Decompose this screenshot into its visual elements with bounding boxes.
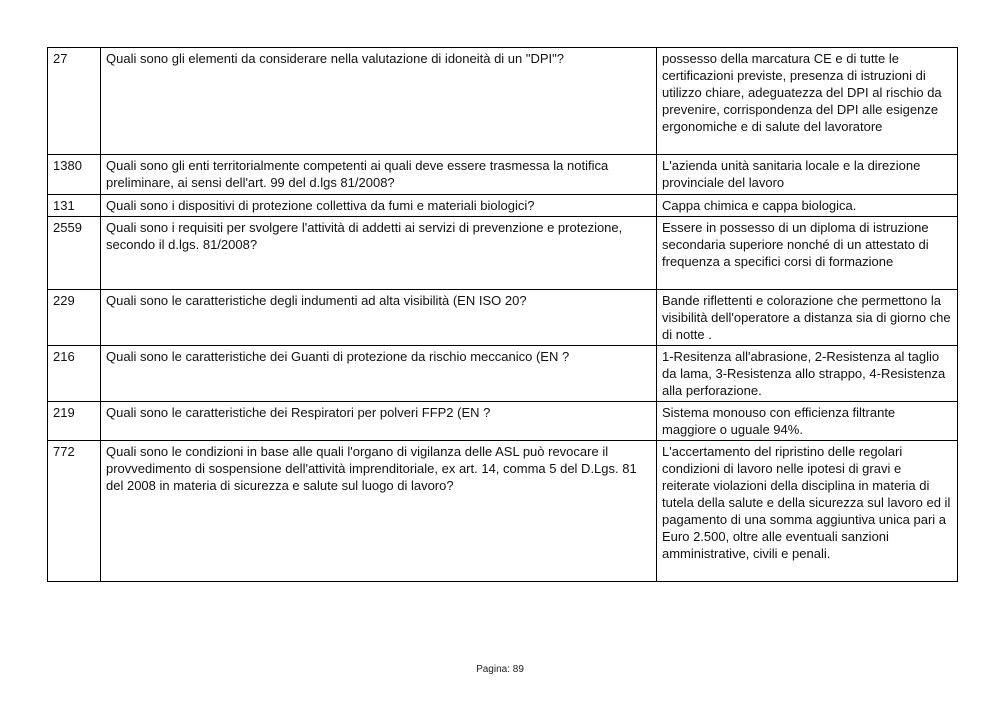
row-question-cell: Quali sono gli enti territorialmente competenti ai quali deve essere trasmessa la notifica preliminare, ai sensi dell'art. 99 del d.lgs 81/2008? [101,155,657,195]
table-row [48,217,958,290]
page-number: Pagina: 89 [476,664,524,675]
table-row [48,195,958,217]
table-row [48,155,958,195]
table-row [48,48,958,155]
row-answer-cell: Essere in possesso di un diploma di istruzione secondaria superiore nonché di un attestato di frequenza a specifici corsi di formazione [657,217,958,290]
row-id-cell: 131 [48,195,101,217]
table-row [48,346,958,402]
row-answer-cell: L'azienda unità sanitaria locale e la direzione provinciale del lavoro [657,155,958,195]
table-row [48,402,958,441]
row-id-cell: 2559 [48,217,101,290]
row-id-cell: 772 [48,441,101,582]
row-id-cell: 219 [48,402,101,441]
qa-table [47,47,958,582]
row-answer-cell: 1-Resitenza all'abrasione, 2-Resistenza al taglio da lama, 3-Resistenza allo strappo, 4-Resistenza alla perforazione. [657,346,958,402]
row-answer-cell: L'accertamento del ripristino delle regolari condizioni di lavoro nelle ipotesi di gravi e reiterate violazioni della disciplina in materia di tutela della salute e della sicurezza sul lavoro ed il pagamento di una somma aggiuntiva unica pari a Euro 2.500, oltre alle eventuali sanzioni amministrative, civili e penali. [657,441,958,582]
row-id-cell: 229 [48,290,101,346]
row-question-cell: Quali sono i dispositivi di protezione collettiva da fumi e materiali biologici? [101,195,657,217]
row-question-cell: Quali sono le caratteristiche dei Respiratori per polveri FFP2 (EN ? [101,402,657,441]
row-answer-cell: Sistema monouso con efficienza filtrante maggiore o uguale 94%. [657,402,958,441]
row-id-cell: 1380 [48,155,101,195]
row-question-cell: Quali sono gli elementi da considerare nella valutazione di idoneità di un "DPI"? [101,48,657,155]
row-id-cell: 27 [48,48,101,155]
row-answer-cell: possesso della marcatura CE e di tutte le certificazioni previste, presenza di istruzioni di utilizzo chiare, adeguatezza del DPI al rischio da prevenire, corrispondenza del DPI alle esigenze ergonomiche e di salute del lavoratore [657,48,958,155]
table-row [48,441,958,582]
row-id-cell: 216 [48,346,101,402]
row-question-cell: Quali sono le condizioni in base alle quali l'organo di vigilanza delle ASL può revocare il provvedimento di sospensione dell'attività imprenditoriale, ex art. 14, comma 5 del D.Lgs. 81 del 2008 in materia di sicurezza e salute sul luogo di lavoro? [101,441,657,582]
row-question-cell: Quali sono le caratteristiche degli indumenti ad alta visibilità (EN ISO 20? [101,290,657,346]
row-answer-cell: Bande riflettenti e colorazione che permettono la visibilità dell'operatore a distanza sia di giorno che di notte . [657,290,958,346]
row-question-cell: Quali sono le caratteristiche dei Guanti di protezione da rischio meccanico (EN ? [101,346,657,402]
row-answer-cell: Cappa chimica e cappa biologica. [657,195,958,217]
table-row [48,290,958,346]
row-question-cell: Quali sono i requisiti per svolgere l'attività di addetti ai servizi di prevenzione e protezione, secondo il d.lgs. 81/2008? [101,217,657,290]
